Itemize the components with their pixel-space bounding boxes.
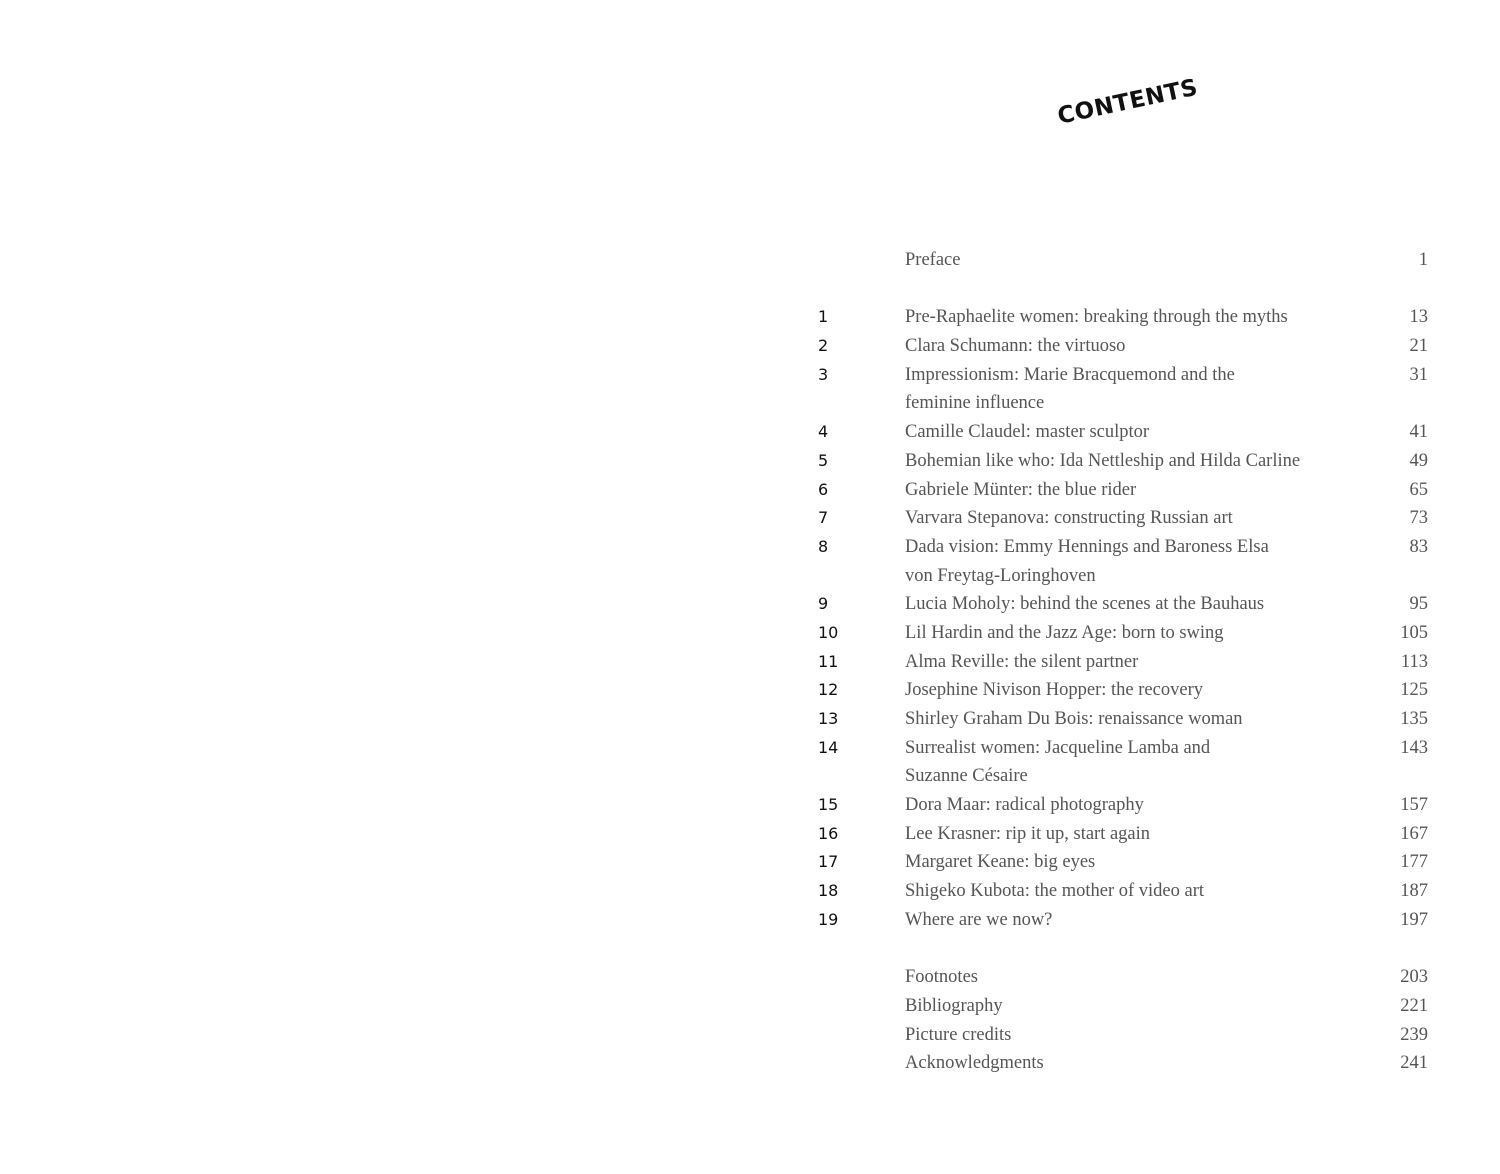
chapter-number: 15 (818, 795, 839, 815)
chapter-number: 16 (818, 823, 839, 843)
chapter-number: 2 (818, 336, 829, 356)
chapter-number: 4 (818, 422, 829, 442)
toc-entry (0, 963, 1500, 992)
toc-entry (0, 303, 1500, 332)
page-number: 125 (1400, 680, 1428, 701)
page-number: 13 (1409, 307, 1428, 328)
entry-title: Acknowledgments (905, 1053, 1044, 1074)
page-number: 83 (1409, 536, 1428, 557)
page-number: 65 (1409, 479, 1428, 500)
entry-title: Gabriele Münter: the blue rider (905, 479, 1137, 500)
page-number: 143 (1400, 737, 1428, 758)
entry-title: Shirley Graham Du Bois: renaissance woman (905, 709, 1243, 730)
entry-title: Bibliography (905, 995, 1003, 1016)
entry-title: Pre-Raphaelite women: breaking through the myths (905, 307, 1288, 328)
toc-entry (0, 820, 1500, 849)
chapter-number: 6 (818, 479, 829, 499)
page-number: 177 (1400, 852, 1428, 873)
chapter-number: 19 (818, 909, 839, 929)
toc-entry (0, 791, 1500, 820)
toc-entry (0, 1021, 1500, 1050)
toc-entry (0, 848, 1500, 877)
toc-entry (0, 246, 1500, 275)
page-number: 105 (1400, 622, 1428, 643)
page-number: 21 (1409, 336, 1428, 357)
entry-title: Picture credits (905, 1024, 1012, 1045)
entry-title: Margaret Keane: big eyes (905, 852, 1096, 873)
page-number: 157 (1400, 795, 1428, 816)
page-number: 49 (1409, 450, 1428, 471)
toc-entry (0, 619, 1500, 648)
toc-entry (0, 533, 1500, 590)
page-number: 135 (1400, 709, 1428, 730)
toc-entry (0, 418, 1500, 447)
page-number: 241 (1400, 1053, 1428, 1074)
page-number: 113 (1400, 651, 1428, 672)
page-number: 31 (1409, 364, 1428, 385)
entry-title: Footnotes (905, 967, 978, 988)
toc-entry (0, 877, 1500, 906)
chapter-number: 9 (818, 594, 829, 614)
page-number: 203 (1400, 967, 1428, 988)
spacer (0, 935, 1500, 964)
entry-title: Varvara Stepanova: constructing Russian art (905, 508, 1233, 529)
entry-title: Impressionism: Marie Bracquemond and the feminine influence (905, 364, 1235, 414)
entry-title: Where are we now? (905, 909, 1053, 930)
entry-title: Shigeko Kubota: the mother of video art (905, 881, 1205, 902)
page-number: 95 (1409, 594, 1428, 615)
toc-entry (0, 504, 1500, 533)
page-number: 187 (1400, 881, 1428, 902)
contents-heading: CONTENTS (1055, 74, 1201, 130)
spacer (0, 275, 1500, 304)
toc-entry (0, 590, 1500, 619)
chapter-number: 8 (818, 536, 829, 556)
page-number: 239 (1400, 1024, 1428, 1045)
front-matter (0, 246, 1500, 275)
page-number: 167 (1400, 823, 1428, 844)
toc-entry (0, 476, 1500, 505)
entry-title: Alma Reville: the silent partner (905, 651, 1139, 672)
back-matter (0, 963, 1500, 1078)
chapter-number: 1 (818, 307, 829, 327)
toc-entry (0, 992, 1500, 1021)
page-number: 197 (1400, 909, 1428, 930)
entry-title: Camille Claudel: master sculptor (905, 422, 1150, 443)
chapter-number: 12 (818, 680, 839, 700)
chapter-number: 13 (818, 709, 839, 729)
chapter-number: 17 (818, 852, 839, 872)
toc-entry (0, 1049, 1500, 1078)
toc-entry (0, 332, 1500, 361)
entry-title: Dada vision: Emmy Hennings and Baroness Elsa von Freytag-Loringhoven (905, 536, 1269, 586)
chapter-number: 11 (818, 651, 839, 671)
entry-title: Lucia Moholy: behind the scenes at the Bauhaus (905, 594, 1265, 615)
table-of-contents (0, 246, 1500, 1078)
toc-entry (0, 676, 1500, 705)
chapter-number: 10 (818, 622, 839, 642)
toc-entry (0, 705, 1500, 734)
entry-title: Surrealist women: Jacqueline Lamba and Suzanne Césaire (905, 737, 1211, 787)
page-number: 41 (1409, 422, 1428, 443)
chapter-number: 3 (818, 364, 829, 384)
entry-title: Preface (905, 250, 961, 270)
entry-title: Josephine Nivison Hopper: the recovery (905, 680, 1203, 701)
page-number: 221 (1400, 995, 1428, 1016)
entry-title: Bohemian like who: Ida Nettleship and Hilda Carline (905, 450, 1301, 471)
entry-title: Dora Maar: radical photography (905, 795, 1144, 816)
entry-title: Lil Hardin and the Jazz Age: born to swing (905, 622, 1224, 643)
chapter-number: 14 (818, 737, 839, 757)
toc-entry (0, 734, 1500, 791)
toc-entry (0, 361, 1500, 418)
page-number: 73 (1409, 508, 1428, 529)
toc-entry (0, 906, 1500, 935)
toc-entry (0, 648, 1500, 677)
entry-title: Lee Krasner: rip it up, start again (905, 823, 1151, 844)
chapter-list (0, 303, 1500, 934)
chapter-number: 7 (818, 508, 829, 528)
chapter-number: 18 (818, 881, 839, 901)
toc-entry (0, 447, 1500, 476)
chapter-number: 5 (818, 450, 829, 470)
page-number: 1 (1418, 250, 1428, 270)
entry-title: Clara Schumann: the virtuoso (905, 336, 1126, 357)
